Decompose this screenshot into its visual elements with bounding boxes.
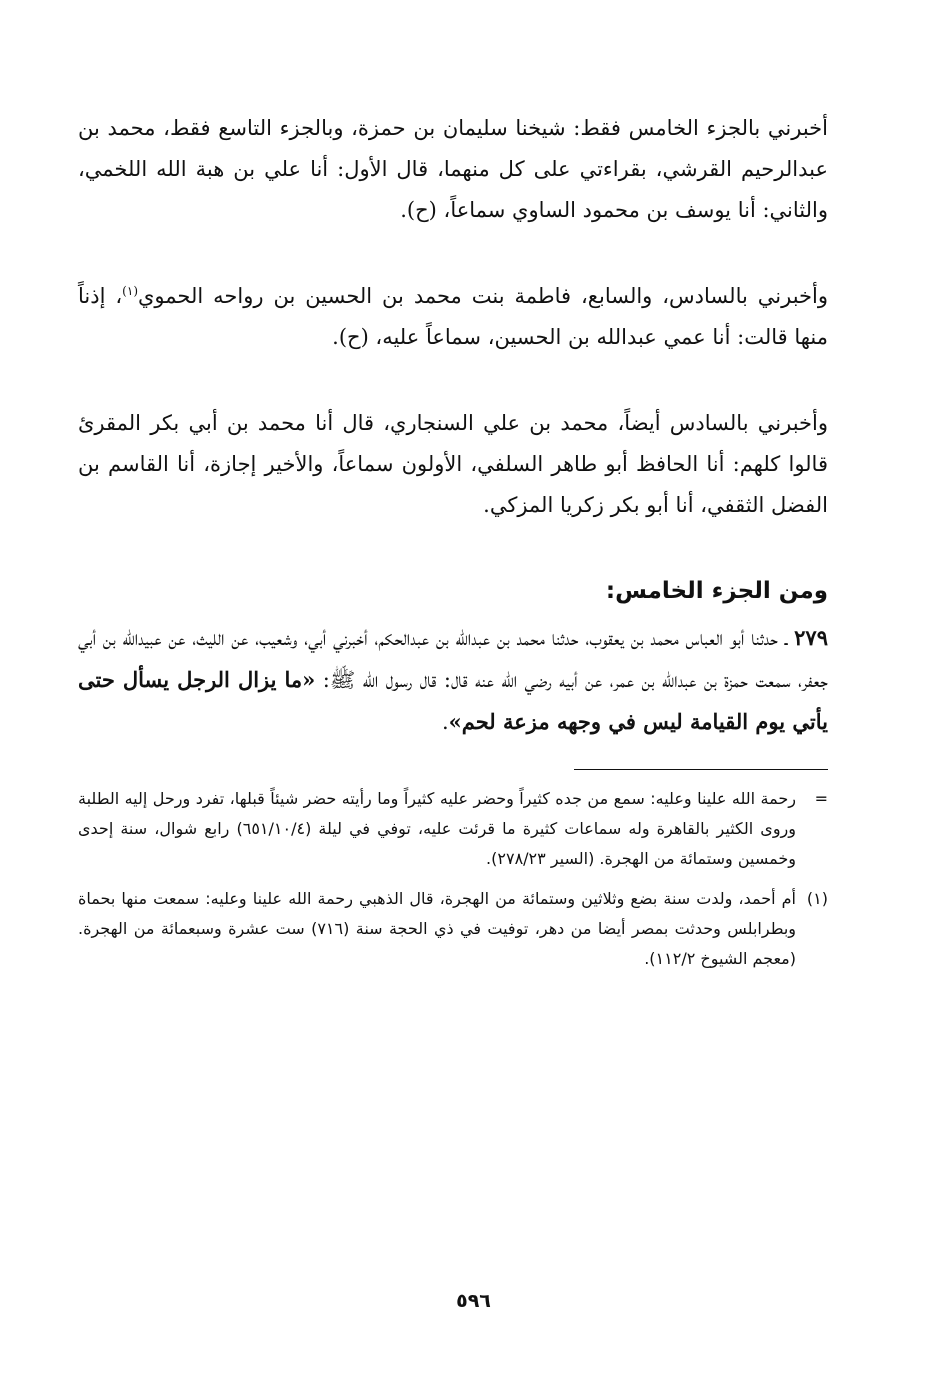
footnote-text-1: أم أحمد، ولدت سنة بضع وثلاثين وستمائة من الهجرة، قال الذهبي رحمة الله علينا وعليه: سمعت منها بحماة وبطرابلس وحدثت بمصر أيضا من دهر، توفيت في ذي الحجة سنة (٧١٦) ست عشرة وسبعمائة من الهجرة. (معجم الشيوخ ١١٢/٢). xyxy=(78,889,796,968)
hadith-end: . xyxy=(441,710,449,734)
footnote-marker-continued: = xyxy=(814,789,828,808)
page-number: ٥٩٦ xyxy=(456,1290,491,1312)
hadith-paragraph xyxy=(78,617,828,743)
hadith-quote: «ما يزال الرجل يسأل حتى يأتي يوم القيامة ليس في وجهه مزعة لحم» xyxy=(78,667,828,734)
footnote-text-continued: رحمة الله علينا وعليه: سمع من جده كثيراً وحضر عليه كثيراً وما رأيته حضر شيئاً قبلها، تفرد ورحل إليه الطلبة وروى الكثير بالقاهرة وله سماعات كثيرة ما قرئت عليه، توفي في ليلة (٦٥١/١٠/٤) رابع شوال، سنة إحدى وخمسين وستمائة من الهجرة. (السير ٢٧٨/٢٣). xyxy=(78,789,796,868)
footnote-continued xyxy=(78,784,828,874)
paragraph-3: وأخبرني بالسادس أيضاً، محمد بن علي السنجاري، قال أنا محمد بن أبي بكر المقرئ قالوا كلهم: أنا الحافظ أبو طاهر السلفي، الأولون سماعاً، والأخير إجازة، أنا القاسم بن الفضل الثقفي، أنا أبو بكر زكريا المزكي. xyxy=(78,411,828,517)
paragraph-2-part-1: وأخبرني بالسادس، والسابع، فاطمة بنت محمد بن الحسين بن رواحه الحموي xyxy=(138,284,828,308)
page-body xyxy=(78,108,828,984)
footnote-1 xyxy=(78,884,828,974)
hadith-number: ٢٧٩ xyxy=(794,625,828,650)
footnote-marker-1: (١) xyxy=(806,889,828,908)
paragraph-2-part-2: ، إذناً منها قالت: أنا عمي عبدالله بن الحسين، سماعاً عليه، (ح). xyxy=(78,284,828,349)
footnote-ref-1[interactable]: (١) xyxy=(122,284,138,298)
section-heading: ومن الجزء الخامس: xyxy=(605,578,828,604)
hadith-text: ـ حدثنا أبو العباس محمد بن يعقوب، حدثنا محمد بن عبدالله بن عبدالحكم، أخبرني أبي، وشعيب، عن الليث، عن عبيدالله بن أبي جعفر، سمعت حمزة بن عبدالله بن عمر، عن أبيه رضي الله عنه قال: قال رسول الله ﷺ: xyxy=(78,626,828,692)
footnote-separator xyxy=(574,769,828,770)
paragraph-1: أخبرني بالجزء الخامس فقط: شيخنا سليمان بن حمزة، وبالجزء التاسع فقط، محمد بن عبدالرحيم القرشي، بقراءتي على كل منهما، قال الأول: أنا علي بن هبة الله اللخمي، والثاني: أنا يوسف بن محمود الساوي سماعاً، (ح). xyxy=(78,116,828,222)
paragraph-2 xyxy=(78,276,828,358)
